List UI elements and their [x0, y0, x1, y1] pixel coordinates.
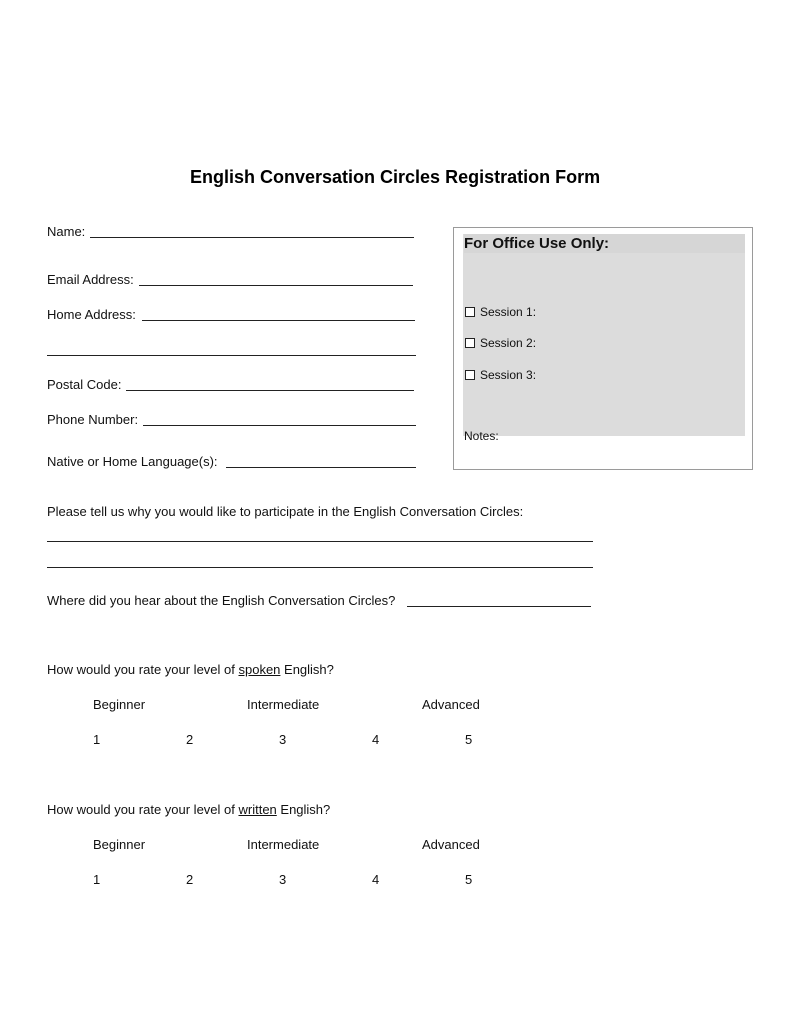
home-address-label: Home Address: [47, 307, 136, 322]
written-rating-2[interactable]: 2 [186, 872, 194, 887]
session-2-option[interactable] [465, 336, 536, 350]
spoken-rating-3[interactable]: 3 [279, 732, 287, 747]
spoken-question-suffix: English? [280, 662, 334, 677]
written-question-emphasis: written [238, 802, 277, 817]
spoken-question [47, 662, 334, 677]
spoken-rating-2[interactable]: 2 [186, 732, 194, 747]
spoken-advanced-label: Advanced [422, 697, 480, 712]
spoken-beginner-label: Beginner [93, 697, 146, 712]
postal-code-field[interactable] [126, 390, 414, 391]
form-title: English Conversation Circles Registration Form [190, 167, 601, 187]
checkbox-icon[interactable] [465, 338, 475, 348]
written-question [47, 802, 330, 817]
language-label: Native or Home Language(s): [47, 454, 218, 469]
written-rating-5[interactable]: 5 [465, 872, 473, 887]
office-use-heading: For Office Use Only: [464, 234, 745, 253]
written-rating-1[interactable]: 1 [93, 872, 101, 887]
language-field[interactable] [226, 467, 416, 468]
checkbox-icon[interactable] [465, 307, 475, 317]
spoken-question-emphasis: spoken [238, 662, 281, 677]
notes-label: Notes: [464, 429, 499, 443]
email-field[interactable] [139, 285, 413, 286]
written-rating-4[interactable]: 4 [372, 872, 380, 887]
written-question-suffix: English? [276, 802, 331, 817]
postal-code-label: Postal Code: [47, 377, 122, 392]
name-field[interactable] [90, 237, 414, 238]
spoken-intermediate-label: Intermediate [247, 697, 320, 712]
home-address-field[interactable] [142, 320, 415, 321]
spoken-rating-4[interactable]: 4 [372, 732, 380, 747]
why-question: Please tell us why you would like to participate in the English Conversation Circles: [47, 504, 524, 519]
written-question-prefix: How would you rate your level of [47, 802, 239, 817]
session-1-option[interactable] [465, 305, 536, 319]
written-intermediate-label: Intermediate [247, 837, 320, 852]
hear-answer-field[interactable] [407, 606, 591, 607]
phone-field[interactable] [143, 425, 416, 426]
name-label: Name: [47, 224, 86, 239]
office-use-panel [463, 234, 745, 443]
spoken-rating-5[interactable]: 5 [465, 732, 473, 747]
session-1-label: Session 1: [480, 305, 537, 319]
why-answer-line-1[interactable] [47, 541, 593, 542]
spoken-rating-1[interactable]: 1 [93, 732, 101, 747]
office-use-box [453, 227, 753, 470]
spoken-question-prefix: How would you rate your level of [47, 662, 239, 677]
checkbox-icon[interactable] [465, 370, 475, 380]
session-3-label: Session 3: [480, 368, 537, 382]
written-rating-3[interactable]: 3 [279, 872, 287, 887]
email-label: Email Address: [47, 272, 134, 287]
phone-label: Phone Number: [47, 412, 139, 427]
hear-question: Where did you hear about the English Conversation Circles? [47, 593, 396, 608]
written-beginner-label: Beginner [93, 837, 146, 852]
why-answer-line-2[interactable] [47, 567, 593, 568]
home-address-field-line2[interactable] [47, 355, 416, 356]
written-advanced-label: Advanced [422, 837, 480, 852]
session-3-option[interactable] [465, 368, 536, 382]
session-2-label: Session 2: [480, 336, 537, 350]
